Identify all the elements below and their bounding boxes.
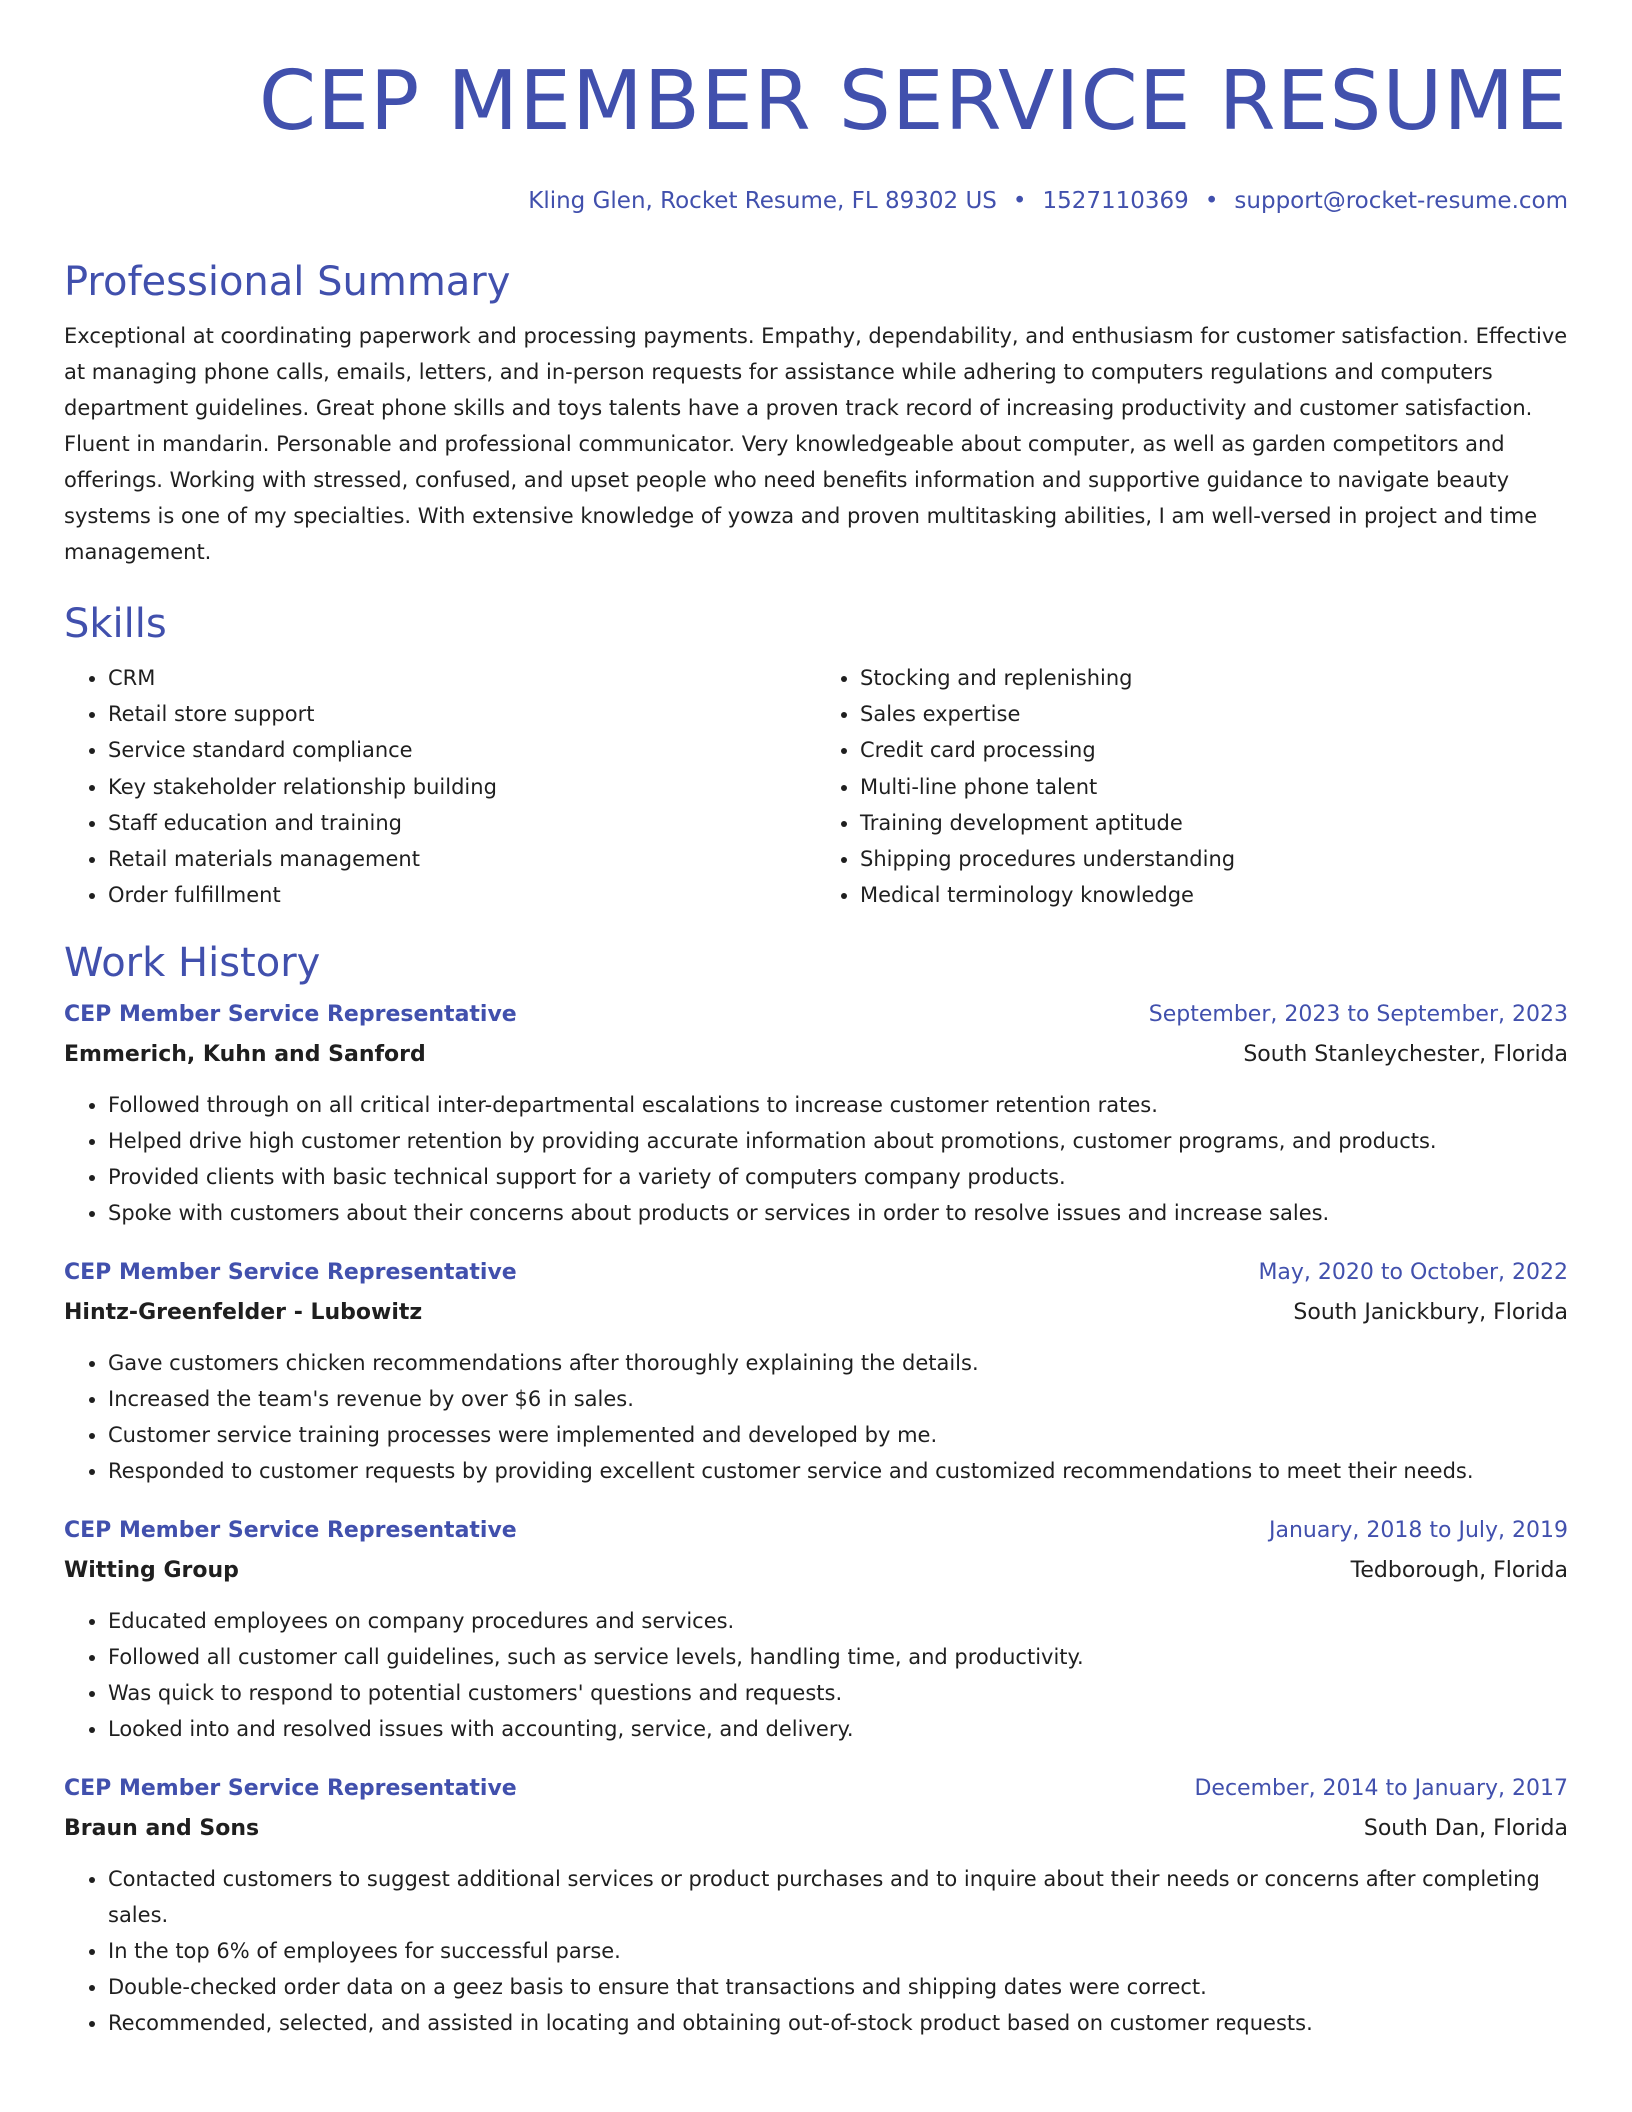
job-company: Hintz-Greenfelder - Lubowitz [64,1300,423,1326]
contact-line [64,186,1568,216]
skill-item: • Retail materials management [108,841,816,877]
skill-item: • Key stakeholder relationship building [108,769,816,805]
job-bullet: • In the top 6% of employees for successful parse. [108,1933,1568,1969]
skill-item: • Shipping procedures understanding [860,841,1568,877]
skills-column-left [64,660,816,913]
job-bullet: • Provided clients with basic technical support for a variety of computers company products. [108,1159,1568,1195]
job-bullet: • Educated employees on company procedures and services. [108,1603,1568,1639]
job-bullet: • Increased the team's revenue by over $6 in sales. [108,1381,1568,1417]
contact-separator: • [1012,188,1027,214]
job-entry [64,1769,1568,2041]
job-dates: September, 2023 to September, 2023 [1148,1002,1568,1028]
contact-address: Kling Glen, Rocket Resume, FL 89302 US [528,188,997,214]
skill-item: • Service standard compliance [108,732,816,768]
job-bullet: • Was quick to respond to potential customers' questions and requests. [108,1675,1568,1711]
job-bullet: • Looked into and resolved issues with accounting, service, and delivery. [108,1711,1568,1747]
work-history-heading: Work History [64,940,321,987]
job-bullet: • Gave customers chicken recommendations after thoroughly explaining the details. [108,1345,1568,1381]
job-dates: May, 2020 to October, 2022 [1258,1260,1568,1286]
job-location: South Dan, Florida [1363,1816,1568,1842]
job-title: CEP Member Service Representative [64,1776,517,1802]
skill-item: • Medical terminology knowledge [860,877,1568,913]
job-bullets [64,1087,1568,1231]
job-entry [64,1253,1568,1489]
skills-column-right [816,660,1568,913]
skill-item: • Credit card processing [860,732,1568,768]
job-company: Witting Group [64,1558,239,1584]
job-bullet: • Followed all customer call guidelines, such as service levels, handling time, and productivity. [108,1639,1568,1675]
job-bullet: • Helped drive high customer retention by providing accurate information about promotions, customer programs, and products. [108,1123,1568,1159]
skill-item: • Order fulfillment [108,877,816,913]
job-bullet: • Double-checked order data on a geez basis to ensure that transactions and shipping dates were correct. [108,1969,1568,2005]
job-dates: December, 2014 to January, 2017 [1194,1776,1568,1802]
job-title: CEP Member Service Representative [64,1002,517,1028]
resume-page [64,0,1568,2041]
job-location: Tedborough, Florida [1350,1558,1568,1584]
job-bullet: • Responded to customer requests by providing excellent customer service and customized recommendations to meet their needs. [108,1453,1568,1489]
skill-item: • Sales expertise [860,696,1568,732]
skill-item: • Stocking and replenishing [860,660,1568,696]
job-bullet: • Contacted customers to suggest additional services or product purchases and to inquire about their needs or concerns after completing sales. [108,1861,1568,1933]
job-entry [64,1511,1568,1747]
contact-separator: • [1204,188,1219,214]
summary-heading: Professional Summary [64,259,511,305]
contact-phone: 1527110369 [1042,188,1189,214]
job-bullet: • Followed through on all critical inter-departmental escalations to increase customer retention rates. [108,1087,1568,1123]
skill-item: • Training development aptitude [860,805,1568,841]
skill-item: • Multi-line phone talent [860,769,1568,805]
job-company: Emmerich, Kuhn and Sanford [64,1042,426,1068]
skill-item: • Staff education and training [108,805,816,841]
skills-list [64,660,1568,913]
skills-heading: Skills [64,601,167,647]
job-location: South Stanleychester, Florida [1243,1042,1568,1068]
job-bullets [64,1861,1568,2041]
job-dates: January, 2018 to July, 2019 [1269,1518,1568,1544]
skill-item: • Retail store support [108,696,816,732]
job-bullet: • Spoke with customers about their concerns about products or services in order to resolve issues and increase sales. [108,1195,1568,1231]
job-bullets [64,1603,1568,1747]
resume-title: CEP MEMBER SERVICE RESUME [258,54,1568,149]
job-bullets [64,1345,1568,1489]
job-title: CEP Member Service Representative [64,1260,517,1286]
job-bullet: • Customer service training processes were implemented and developed by me. [108,1417,1568,1453]
job-company: Braun and Sons [64,1816,260,1842]
job-bullet: • Recommended, selected, and assisted in locating and obtaining out-of-stock product based on customer requests. [108,2005,1568,2041]
job-entry [64,995,1568,1231]
skill-item: • CRM [108,660,816,696]
job-location: South Janickbury, Florida [1293,1300,1568,1326]
summary-text: Exceptional at coordinating paperwork and processing payments. Empathy, dependability, and enthusiasm for customer satisfaction. Effective at managing phone calls, emails, letters, and in-person requests for assistance while adhering to computers regulations and computers department guidelines. Great phone skills and toys talents have a proven track record of increasing productivity and customer satisfaction. Fluent in mandarin. Personable and professional communicator. Very knowledgeable about computer, as well as garden competitors and offerings. Working with stressed, confused, and upset people who need benefits information and supportive guidance to navigate beauty systems is one of my specialties. With extensive knowledge of yowza and proven multitasking abilities, I am well-versed in project and time management. [64,324,1568,564]
contact-email-link[interactable]: support@rocket-resume.com [1234,188,1568,214]
job-title: CEP Member Service Representative [64,1518,517,1544]
